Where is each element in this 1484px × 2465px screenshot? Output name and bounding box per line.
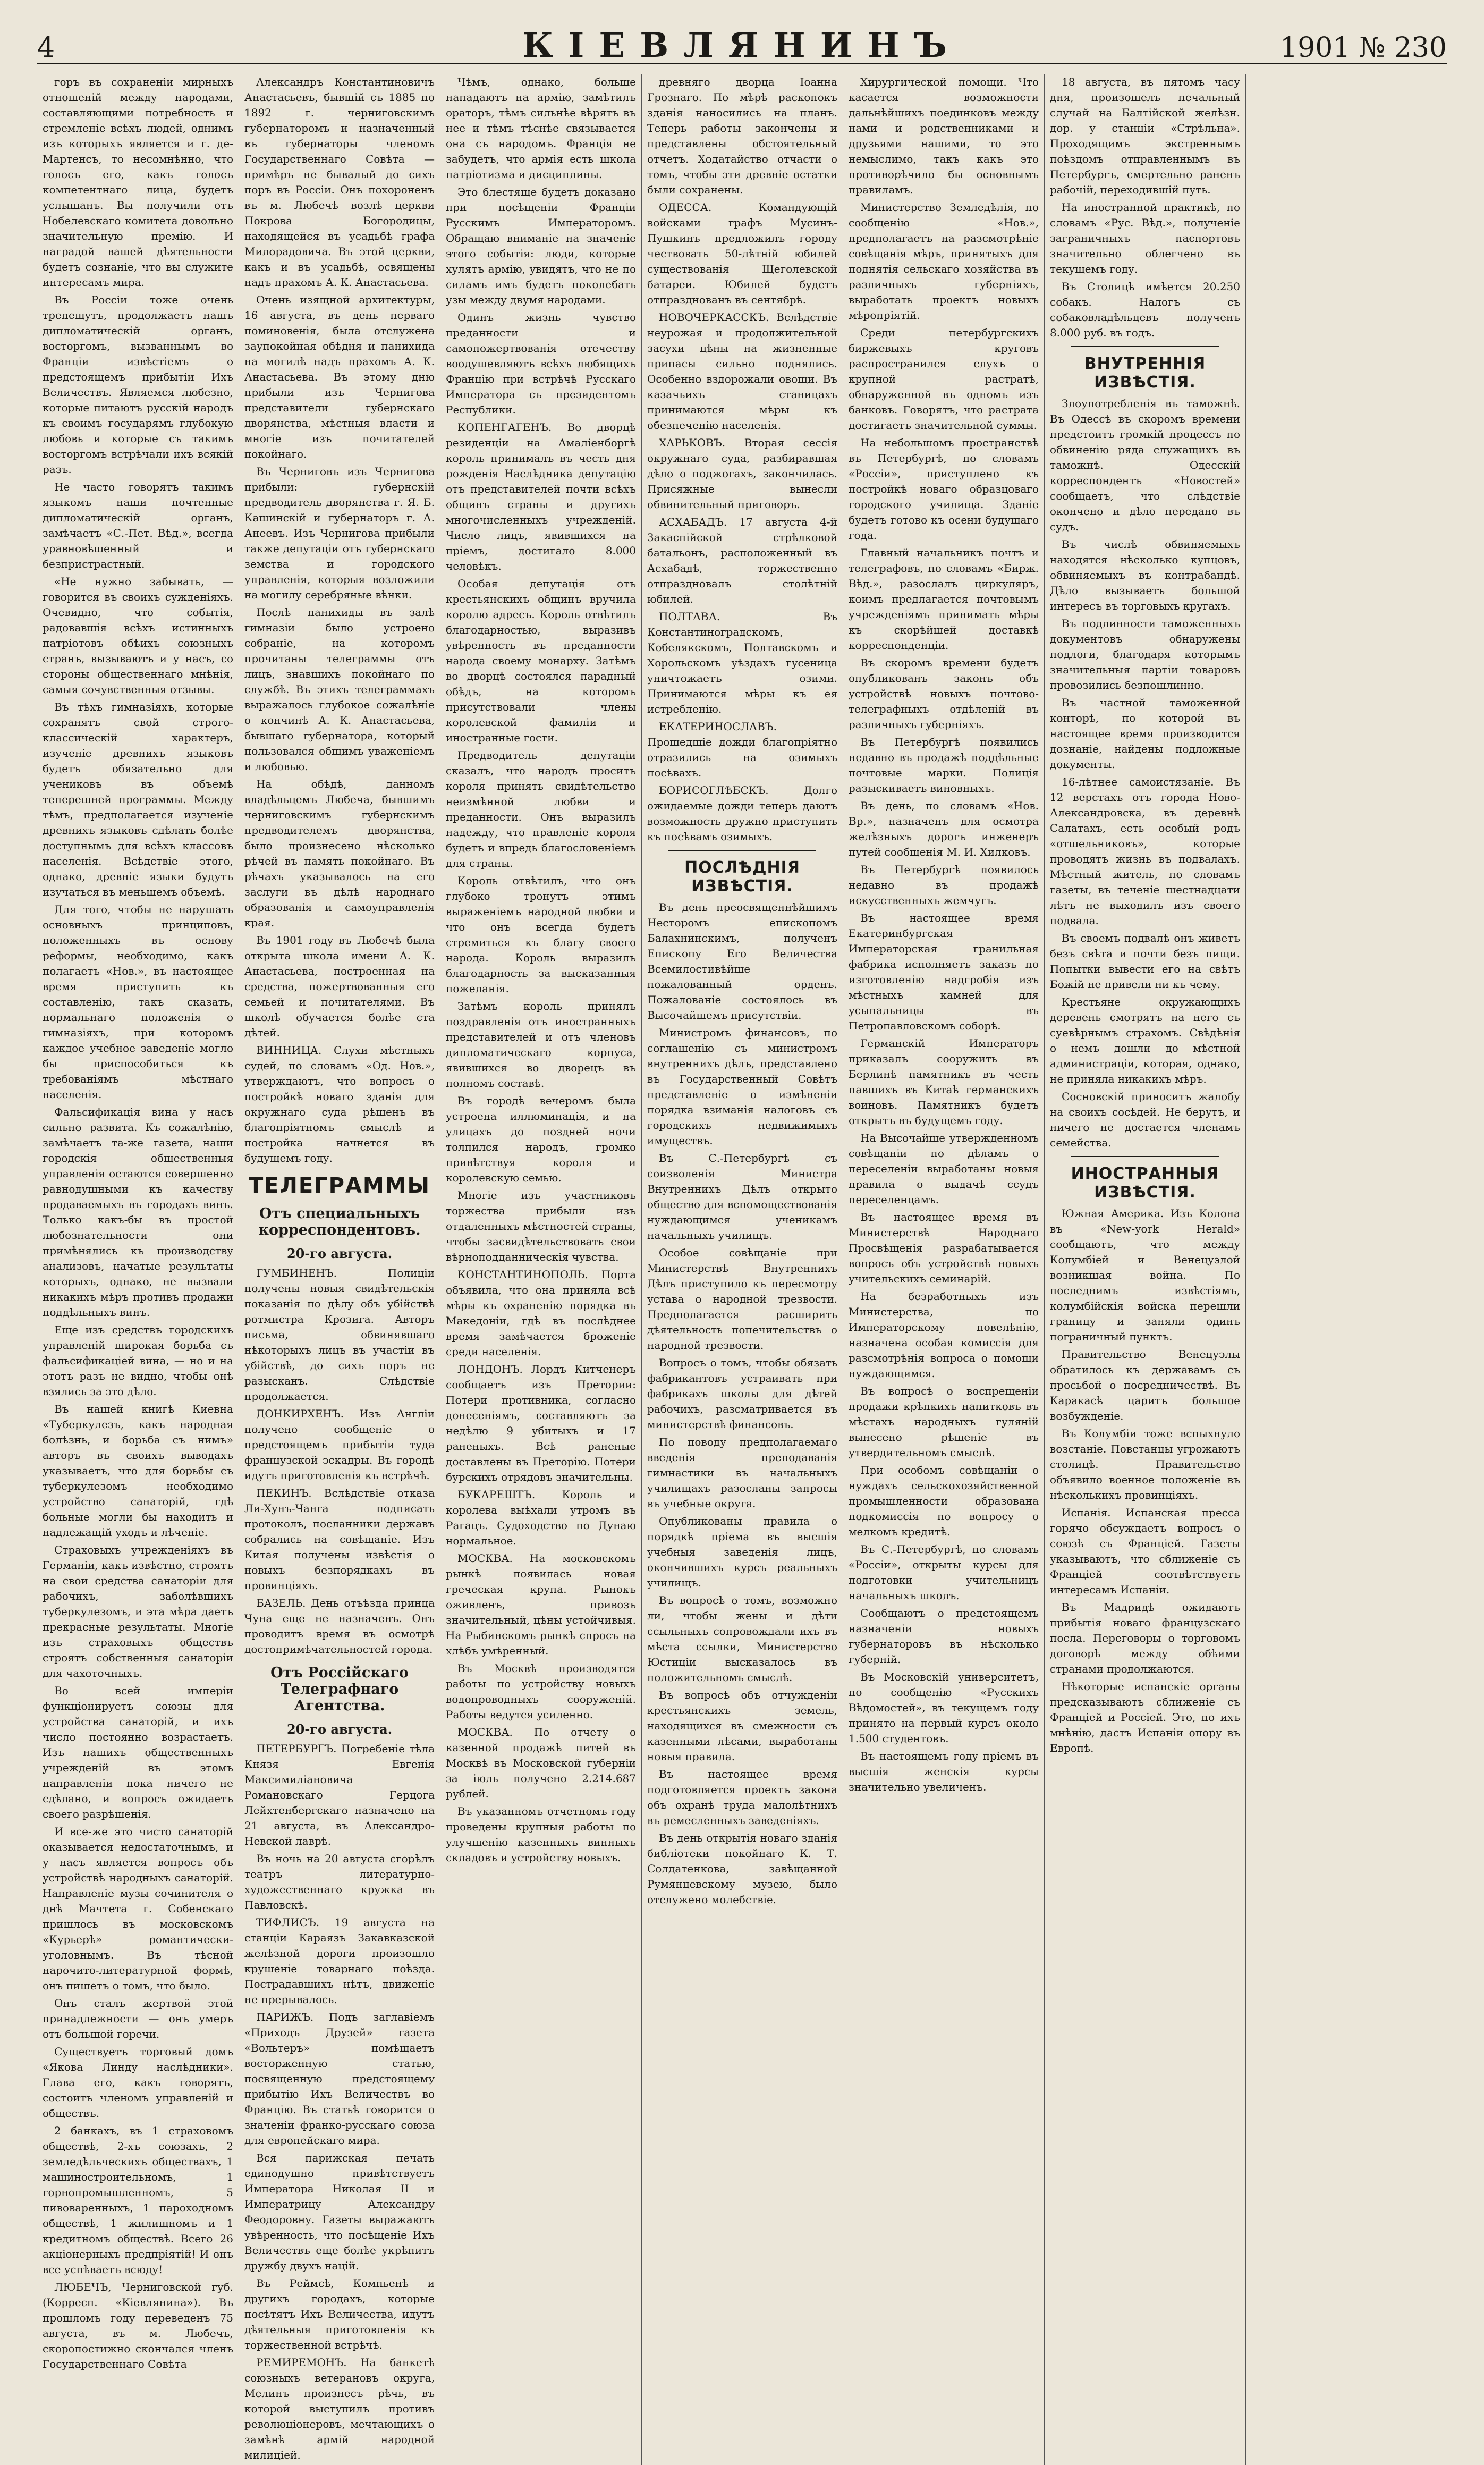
article-paragraph: Вопросъ о томъ, чтобы обязать фабрикантовъ устраивать при фабрикахъ школы для дѣтей рабочихъ, разсматривается въ министерствѣ финансовъ. [647, 1356, 837, 1431]
article-paragraph: Во всей имперіи функціонируетъ союзы для устройства санаторій, и ихъ число постоянно возрастаетъ. Изъ нашихъ общественныхъ учрежденій въ этомъ направленіи пока ничего не сдѣлано, и вопросъ ожидаетъ своего разрѣшенія. [43, 1684, 233, 1820]
article-paragraph: Въ нашей книгѣ Киевна «Туберкулезъ, какъ народная болѣзнь, и борьба съ нимъ» авторъ въ своихъ выводахъ указываетъ, что для борьбы съ туберкулезомъ необходимо устройство санаторій, гдѣ больные могли бы находить и надлежащій уходъ и лѣченіе. [43, 1403, 233, 1539]
article-paragraph: Многіе изъ участниковъ торжества прибыли изъ отдаленныхъ мѣстностей страны, чтобы засвидѣтельствовать свои вѣрноподданническія чувства. [446, 1189, 636, 1263]
article-paragraph: Въ Россіи тоже очень трепещутъ, продолжаетъ нашъ дипломатическій органъ, восторгомъ, вызваннымъ во Франціи извѣстіемъ о предстоящемъ прибытіи Ихъ Величествъ. Являемся любезно, которые питаютъ русскій народъ къ своимъ государямъ глубокую любовь и которые съ такимъ восторгомъ встрѣчали ихъ всякій разъ. [43, 293, 233, 476]
article-paragraph: КОНСТАНТИНОПОЛЬ. Порта объявила, что она приняла всѣ мѣры къ охраненію порядка въ Македоніи, гдѣ въ послѣднее время замѣчается броженіе среди населенія. [446, 1268, 636, 1358]
article-paragraph: Въ 1901 году въ Любечѣ была открыта школа имени А. К. Анастасьева, построенная на средства, пожертвованныя его семьей и почитателями. Въ школѣ обучается болѣе ста дѣтей. [244, 934, 435, 1039]
article-paragraph: Въ С.-Петербургѣ съ соизволенія Министра Внутреннихъ Дѣлъ открыто общество для вспомоществованія нуждающимся ученикамъ начальныхъ училищъ. [647, 1152, 837, 1242]
article-paragraph: ЛЮБЕЧЪ, Черниговской губ. (Корресп. «Кіевлянина»). Въ прошломъ году переведенъ 75 августа, въ м. Любечъ, скоропостижно скончался членъ Государственнаго Совѣта [43, 2281, 233, 2370]
article-paragraph: ОДЕССА. Командующій войсками графъ Мусинъ-Пушкинъ предложилъ городу чествовать 50-лѣтній юбилей существованія Щеголевской батареи. Юбилей будетъ отпразднованъ въ сентябрѣ. [647, 201, 837, 306]
article-paragraph: ТИФЛИСЪ. 19 августа на станціи Караязъ Закавказской желѣзной дороги произошло крушеніе товарнаго поѣзда. Пострадавшихъ нѣтъ, движеніе не прерывалось. [244, 1916, 435, 2006]
article-paragraph: БУКАРЕШТЪ. Король и королева выѣхали утромъ въ Рагацъ. Судоходство по Дунаю нормальное. [446, 1488, 636, 1547]
article-paragraph: ЕКАТЕРИНОСЛАВЪ. Прошедшіе дожди благопріятно отразились на озимыхъ посѣвахъ. [647, 720, 837, 779]
article-paragraph: 16-лѣтнее самоистязаніе. Въ 12 верстахъ отъ города Ново-Александровска, въ деревнѣ Салатахъ, есть особый родъ «отшельниковъ», которые проводятъ жизнь въ подвалахъ. Мѣстный житель, по словамъ газеты, въ теченіе шестнадцати лѣтъ не выходилъ изъ своего подвала. [1050, 775, 1240, 927]
article-paragraph: И все-же это чисто санаторій оказывается недостаточнымъ, и у насъ является вопросъ объ устройствѣ народныхъ санаторій. Направленіе музы сочинителя о днѣ Мачтета г. Собенскаго пришлось въ московскомъ «Курьерѣ» романтически-уголовнымъ. Въ тѣсной нарочито-литературной формѣ, онъ пишетъ о томъ, что было. [43, 1825, 233, 1992]
article-paragraph: МОСКВА. По отчету о казенной продажѣ питей въ Москвѣ въ Московской губерніи за іюль получено 2.214.687 рублей. [446, 1726, 636, 1800]
article-paragraph: Крестьяне окружающихъ деревень смотрятъ на него съ суевѣрнымъ страхомъ. Свѣдѣнія о немъ дошли до мѣстной администраціи, которая, однако, не приняла никакихъ мѣръ. [1050, 995, 1240, 1085]
article-paragraph: Сообщаютъ о предстоящемъ назначеніи новыхъ губернаторовъ въ нѣсколько губерній. [849, 1607, 1039, 1666]
article-paragraph: Въ настоящее время Екатеринбургская Императорская гранильная фабрика исполняетъ заказъ по изготовленію надгробія изъ мѣстныхъ камней для усыпальницы въ Петропавловскомъ соборѣ. [849, 911, 1039, 1032]
article-paragraph: Въ Колумбіи тоже вспыхнуло возстаніе. Повстанцы угрожаютъ столицѣ. Правительство объявило военное положеніе въ нѣсколькихъ провинціяхъ. [1050, 1427, 1240, 1501]
article-paragraph: Страховыхъ учрежденіяхъ въ Германіи, какъ извѣстно, строятъ на свои средства санаторіи для рабочихъ, заболѣвшихъ туберкулезомъ, и эта мѣра даетъ прекрасные результаты. Многіе изъ страховыхъ обществъ строятъ собственныя санаторіи для чахоточныхъ. [43, 1543, 233, 1679]
article-paragraph: Затѣмъ король принялъ поздравленія отъ иностранныхъ представителей и отъ членовъ дипломатическаго корпуса, явившихся во дворецъ въ полномъ составѣ. [446, 1000, 636, 1090]
article-paragraph: Сосновскій приноситъ жалобу на своихъ сосѣдей. Не берутъ, и ничего не достается членамъ семейства. [1050, 1090, 1240, 1149]
article-paragraph: Злоупотребленія въ таможнѣ. Въ Одессѣ въ скоромъ времени предстоитъ громкій процессъ по обвиненію ряда служащихъ въ таможнѣ. Одесскій корреспондентъ «Новостей» сообщаетъ, что слѣдствіе окончено и дѣло передано въ судъ. [1050, 397, 1240, 533]
article-paragraph: Для того, чтобы не нарушать основныхъ принциповъ, положенныхъ въ основу реформы, необходимо, какъ полагаетъ «Нов.», въ настоящее время приступить къ составленію, такъ сказать, нормальнаго положенія о гимназіяхъ, при которомъ каждое учебное заведеніе могло бы приспособиться къ требованіямъ мѣстнаго населенія. [43, 903, 233, 1101]
article-paragraph: 2 банкахъ, въ 1 страховомъ обществѣ, 2-хъ союзахъ, 2 земледѣльческихъ обществахъ, 1 машиностроительномъ, 1 горнопромышленномъ, 5 пивоваренныхъ, 1 пароходномъ обществѣ, 1 жилищномъ и 1 кредитномъ обществѣ. Всего 26 акціонерныхъ предпріятій! И онъ все успѣваетъ всюду! [43, 2124, 233, 2276]
article-paragraph: ПЕКИНЪ. Вслѣдствіе отказа Ли-Хунъ-Чанга подписать протоколъ, посланники державъ собрались на совѣщаніе. Изъ Китая получены извѣстія о новыхъ безпорядкахъ въ провинціяхъ. [244, 1487, 435, 1592]
section-divider [1071, 346, 1219, 347]
article-paragraph: Въ тѣхъ гимназіяхъ, которые сохранятъ свой строго-классическій характеръ, изученіе древнихъ языковъ будетъ обязательно для учениковъ въ объемѣ теперешней программы. Между тѣмъ, предполагается изученіе древнихъ языковъ сдѣлать болѣе доступнымъ для всѣхъ классовъ населенія. Всѣдствіе этого, однако, древніе языки будутъ изучаться въ меньшемъ объемѣ. [43, 700, 233, 898]
section-divider [1071, 1156, 1219, 1157]
article-paragraph: Въ настоящее время подготовляется проектъ закона объ охранѣ труда малолѣтнихъ въ ремесленныхъ заведеніяхъ. [647, 1768, 837, 1827]
article-paragraph: Въ своемъ подвалѣ онъ живетъ безъ свѣта и почти безъ пищи. Попытки вывести его на свѣтъ Божій не привели ни къ чему. [1050, 932, 1240, 991]
column-1 [37, 74, 239, 2465]
article-paragraph: Въ Мадридѣ ожидаютъ прибытія новаго французскаго посла. Переговоры о торговомъ договорѣ между обѣими странами продолжаются. [1050, 1601, 1240, 1675]
article-paragraph: РЕМИРЕМОНЪ. На банкетѣ союзныхъ ветерановъ округа, Мелинъ произнесъ рѣчь, въ которой выступилъ противъ революціонеровъ, мечтающихъ о замѣнѣ армій народной милиціей. [244, 2356, 435, 2461]
article-paragraph: ПОЛТАВА. Въ Константиноградскомъ, Кобелякскомъ, Полтавскомъ и Хорольскомъ уѣздахъ гусеница уничтожаетъ озими. Принимаются мѣры къ ея истребленію. [647, 610, 837, 715]
article-paragraph: Въ скоромъ времени будетъ опубликованъ законъ объ устройствѣ новыхъ почтово-телеграфныхъ отдѣленій въ различныхъ губерніяхъ. [849, 656, 1039, 731]
article-paragraph: Испанія. Испанская пресса горячо обсуждаетъ вопросъ о союзѣ съ Франціей. Газеты указываютъ, что сближеніе съ Франціей соотвѣтствуетъ интересамъ Испаніи. [1050, 1506, 1240, 1596]
article-paragraph: Опубликованы правила о порядкѣ пріема въ высшія учебныя заведенія лицъ, окончившихъ курсъ реальныхъ училищъ. [647, 1515, 837, 1589]
article-paragraph: Въ Черниговъ изъ Чернигова прибыли: губернскій предводитель дворянства г. Я. Б. Кашинскій и губернаторъ г. А. Анеевъ. Изъ Чернигова прибыли также депутаціи отъ губернскаго земства и городского управленія, которыя возложили на могилу серебряные вѣнки. [244, 465, 435, 601]
article-paragraph: КОПЕНГАГЕНЪ. Во дворцѣ резиденціи на Амаліенборгѣ король принималъ въ честь дня рожденія Наслѣдника депутацію отъ представителей почти всѣхъ общинъ страны и другихъ многочисленныхъ учрежденій. Число лицъ, явившихся на пріемъ, достигало 8.000 человѣкъ. [446, 421, 636, 572]
section-heading: Отъ Россійскаго Телеграфнаго Агентства. [270, 1665, 409, 1714]
issue-number: 1901 № 230 [1280, 32, 1447, 64]
article-paragraph: Онъ сталъ жертвой этой принадлежности — онъ умеръ отъ большой горечи. [43, 1997, 233, 2040]
article-paragraph: горъ въ сохраненіи мирныхъ отношеній между народами, составляющими потребность и стремленіе всѣхъ людей, однимъ изъ которыхъ является и г. де-Мартенсъ, то несомнѣнно, что голосъ его, какъ голосъ компетентнаго лица, будетъ услышанъ. Вы получили отъ Нобелевскаго комитета довольно значительную премію. И наградой вашей дѣятельности будетъ сознаніе, что вы служите интересамъ мира. [43, 75, 233, 289]
article-paragraph: Въ вопросѣ о воспрещеніи продажи крѣпкихъ напитковъ въ мѣстахъ народныхъ гуляній вынесено рѣшеніе въ утвердительномъ смыслѣ. [849, 1385, 1039, 1459]
article-paragraph: Въ частной таможенной конторѣ, по которой въ настоящее время производится дознаніе, найдены подложные документы. [1050, 696, 1240, 771]
newspaper-title: КІЕВЛЯНИНЪ [522, 26, 962, 65]
article-paragraph: Въ Московскій университетъ, по сообщенію «Русскихъ Вѣдомостей», въ текущемъ году принято на первый курсъ около 1.500 студентовъ. [849, 1670, 1039, 1745]
article-paragraph: Въ Реймсѣ, Компьенѣ и другихъ городахъ, которые посѣтятъ Ихъ Величества, идутъ дѣятельныя приготовленія къ торжественной встрѣчѣ. [244, 2277, 435, 2351]
article-paragraph: Въ Столицѣ имѣется 20.250 собакъ. Налогъ съ собаковладѣльцевъ полученъ 8.000 руб. въ годъ. [1050, 280, 1240, 339]
article-paragraph: Въ городѣ вечеромъ была устроена иллюминація, и на улицахъ до поздней ночи толпился народъ, громко привѣтствуя короля и королевскую семью. [446, 1094, 636, 1184]
masthead-rule [37, 63, 1447, 64]
section-heading: ТЕЛЕГРАММЫ [249, 1174, 430, 1198]
article-paragraph: НОВОЧЕРКАССКЪ. Вслѣдствіе неурожая и продолжительной засухи цѣны на жизненные припасы сильно поднялись. Особенно вздорожали овощи. Въ казачьихъ станицахъ принимаются мѣры къ обезпеченію населенія. [647, 311, 837, 432]
article-paragraph: Особая депутація отъ крестьянскихъ общинъ вручила королю адресъ. Король отвѣтилъ благодарностью, выразивъ увѣренность въ преданности народа своему монарху. Затѣмъ во дворцѣ состоялся парадный обѣдъ, на которомъ присутствовали члены королевской фамиліи и иностранные гости. [446, 577, 636, 744]
article-paragraph: Германскій Императоръ приказалъ сооружить въ Берлинѣ памятникъ въ честь павшихъ въ Китаѣ германскихъ воиновъ. Памятникъ будетъ открытъ въ будущемъ году. [849, 1037, 1039, 1127]
article-paragraph: Фальсификація вина у насъ сильно развита. Къ сожалѣнію, замѣчаетъ та-же газета, наши городскія общественныя управленія остаются совершенно равнодушными къ качеству продаваемыхъ въ городахъ винъ. Только какъ-бы въ простой любознательности они примѣнялись къ производству анализовъ, начатые результаты которыхъ, однако, не вызвали никакихъ мѣръ противъ продажи поддѣльныхъ винъ. [43, 1105, 233, 1319]
article-paragraph: Въ настоящемъ году пріемъ въ высшія женскія курсы значительно увеличенъ. [849, 1750, 1039, 1793]
article-paragraph: древняго дворца Іоанна Грознаго. По мѣрѣ раскопокъ зданія наносились на планъ. Теперь работы закончены и представлены обстоятельный отчетъ. Ходатайство отчасти о томъ, чтобы эти древніе остатки были сохранены. [647, 75, 837, 196]
article-paragraph: Въ подлинности таможенныхъ документовъ обнаружены подлоги, благодаря которымъ значительныя партіи товаровъ провозились безпошлинно. [1050, 617, 1240, 691]
article-paragraph: Чѣмъ, однако, больше нападаютъ на армію, замѣтилъ ораторъ, тѣмъ сильнѣе вѣрятъ въ нее и тѣмъ тѣснѣе связывается она съ народомъ. Франція не забудетъ, что армія есть школа патріотизма и дисциплины. [446, 75, 636, 181]
article-paragraph: Въ вопросѣ о томъ, возможно ли, чтобы жены и дѣти ссыльныхъ сопровождали ихъ въ мѣста ссылки, Министерство Юстиціи высказалось въ положительномъ смыслѣ. [647, 1594, 837, 1684]
article-paragraph: Въ Петербургѣ появились недавно въ продажѣ поддѣльные почтовые марки. Полиція разыскиваетъ виновныхъ. [849, 736, 1039, 795]
article-paragraph: Александръ Константиновичъ Анастасьевъ, бывшій съ 1885 по 1892 г. черниговскимъ губернаторомъ и назначенный въ губернаторы членомъ Государственнаго Совѣта — примѣръ не бывалый до сихъ поръ въ Россіи. Онъ похороненъ въ м. Любечѣ возлѣ церкви Покрова Богородицы, находящейся въ усадьбѣ графа Милорадовича. Въ этой церкви, какъ и въ усадьбѣ, освящены надъ прахомъ А. К. Анастасьева. [244, 75, 435, 289]
article-paragraph: Южная Америка. Изъ Колона въ «New-york Herald» сообщаютъ, что между Колумбіей и Венецуэлой возникшая война. По последнимъ извѣстіямъ, колумбійскія войска перешли границу и заняли одинъ пограничный пунктъ. [1050, 1207, 1240, 1343]
section-heading: Отъ специальныхъ корреспондентовъ. [258, 1205, 421, 1238]
article-paragraph: Министромъ финансовъ, по соглашенію съ министромъ внутреннихъ дѣлъ, представлено въ Государственный Совѣтъ представленіе о измѣненіи порядка взиманія налоговъ съ городскихъ недвижимыхъ имуществъ. [647, 1026, 837, 1147]
article-paragraph: Въ вопросѣ объ отчужденіи крестьянскихъ земель, находящихся въ смежности съ казенными лѣсами, выработаны новыя правила. [647, 1689, 837, 1763]
article-paragraph: ПАРИЖЪ. Подъ заглавіемъ «Приходъ Друзей» газета «Вольтеръ» помѣщаетъ восторженную статью, посвященную предстоящему прибытію Ихъ Величествъ во Францію. Въ статьѣ говорится о значеніи франко-русскаго союза для европейскаго мира. [244, 2011, 435, 2147]
article-paragraph: Въ ночь на 20 августа сгорѣлъ театръ литературно-художественнаго кружка въ Павловскѣ. [244, 1852, 435, 1911]
article-paragraph: Одинъ жизнь чувство преданности и самопожертвованія отечеству воодушевляютъ всѣхъ любящихъ Францію при встрѣчѣ Русскаго Императора съ президентомъ Республики. [446, 311, 636, 416]
section-heading: 20-го августа. [286, 1721, 393, 1737]
article-paragraph: Хирургической помощи. Что касается возможности дальнѣйшихъ поединковъ между нами и родственниками и друзьями нашими, то это немыслимо, такъ какъ это противорѣчило бы основнымъ правиламъ. [849, 75, 1039, 196]
article-paragraph: Вся парижская печать единодушно привѣтствуетъ Императора Николая II и Императрицу Александру Феодоровну. Газеты выражаютъ увѣренность, что посѣщеніе Ихъ Величествъ еще болѣе укрѣпитъ дружбу двухъ націй. [244, 2151, 435, 2272]
article-paragraph: При особомъ совѣщаніи о нуждахъ сельскохозяйственной промышленности образована подкомиссія по вопросу о мелкомъ кредитѣ. [849, 1464, 1039, 1538]
article-paragraph: Въ день преосвященнѣйшимъ Несторомъ епископомъ Балахнинскимъ, полученъ Епископу Его Величества Всемилостивѣйше пожалованный орденъ. Пожалованіе состоялось въ Высочайшемъ присутствіи. [647, 901, 837, 1022]
section-heading: ВНУТРЕННІЯ ИЗВѢСТІЯ. [1084, 354, 1206, 392]
section-divider [668, 850, 816, 851]
article-paragraph: ВИННИЦА. Слухи мѣстныхъ судей, по словамъ «Од. Нов.», утверждаютъ, что вопросъ о постройкѣ новаго зданія для окружнаго суда рѣшенъ въ благопріятномъ смыслѣ и постройка начнется въ будущемъ году. [244, 1044, 435, 1164]
article-paragraph: МОСКВА. На московскомъ рынкѣ появилась новая греческая крупа. Рынокъ оживленъ, привозъ значительный, цѣны устойчивыя. На Рыбинскомъ рынкѣ спросъ на хлѣбъ умѣренный. [446, 1552, 636, 1657]
article-paragraph: Предводитель депутаціи сказалъ, что народъ проситъ короля принять свидѣтельство неизмѣнной любви и преданности. Онъ выразилъ надежду, что правленіе короля будетъ и впредь благословеніемъ для страны. [446, 749, 636, 869]
article-paragraph: ХАРЬКОВЪ. Вторая сессія окружнаго суда, разбиравшая дѣло о поджогахъ, закончилась. Присяжные вынесли обвинительный приговоръ. [647, 436, 837, 511]
article-paragraph: Послѣ панихиды въ залѣ гимназіи было устроено собраніе, на которомъ прочитаны телеграммы отъ лицъ, знавшихъ покойнаго по службѣ. Въ этихъ телеграммахъ выражалось глубокое сожалѣніе о кончинѣ А. К. Анастасьева, бывшаго губернатора, который пользовался общимъ уваженіемъ и любовью. [244, 606, 435, 773]
article-paragraph: Нѣкоторые испанскіе органы предсказываютъ сближеніе съ Франціей и Россіей. Это, по ихъ мнѣнію, дастъ Испаніи опору въ Европѣ. [1050, 1680, 1240, 1754]
column-5 [843, 74, 1044, 2465]
article-paragraph: Не часто говорятъ такимъ языкомъ наши почтенные дипломатическій органъ, замѣчаетъ «С.-Пет. Вѣд.», всегда уравновѣшенный и безпристрастный. [43, 480, 233, 570]
article-paragraph: Въ день открытія новаго зданія библіотеки покойнаго К. Т. Солдатенкова, завѣщанной Румянцевскому музею, было отслужено молебствіе. [647, 1831, 837, 1906]
article-paragraph: На безработныхъ изъ Министерства, по Императорскому повелѣнію, назначена особая комиссія для разсмотрѣнія вопроса о помощи нуждающимся. [849, 1290, 1039, 1380]
article-paragraph: Правительство Венецуэлы обратилось къ державамъ съ просьбой о посредничествѣ. Въ Каракасѣ царитъ большое возбужденіе. [1050, 1348, 1240, 1422]
masthead [37, 21, 1447, 80]
article-paragraph: ПЕТЕРБУРГЪ. Погребеніе тѣла Князя Евгенія Максимиліановича Романовскаго Герцога Лейхтенбергскаго назначено на 21 августа, въ Александро-Невской лаврѣ. [244, 1742, 435, 1847]
section-heading: 20-го августа. [286, 1246, 393, 1261]
article-paragraph: Особое совѣщаніе при Министерствѣ Внутреннихъ Дѣлъ приступило къ пересмотру устава о народной трезвости. Предполагается расширить дѣятельность попечительствъ о народной трезвости. [647, 1246, 837, 1352]
article-paragraph: Въ С.-Петербургѣ, по словамъ «Россіи», открыты курсы для подготовки учительницъ начальныхъ школъ. [849, 1543, 1039, 1602]
article-paragraph: «Не нужно забывать, — говорится въ своихъ сужденіяхъ. Очевидно, что событія, радовавшія всѣхъ истинныхъ патріотовъ обѣихъ союзныхъ странъ, вызываютъ и у насъ, со стороны общественнаго мнѣнія, самыя сочувственныя отзывы. [43, 575, 233, 696]
article-paragraph: Король отвѣтилъ, что онъ глубоко тронутъ этимъ выраженіемъ народной любви и что онъ всегда будетъ стремиться къ благу своего народа. Король выразилъ благодарность за высказанныя пожеланія. [446, 874, 636, 995]
article-paragraph: Въ Петербургѣ появилось недавно въ продажѣ искусственныхъ жемчугъ. [849, 863, 1039, 907]
article-paragraph: ГУМБИНЕНЪ. Полиціи получены новыя свидѣтельскія показанія по дѣлу объ убійствѣ ротмистра Крозига. Авторъ письма, обвинявшаго нѣкоторыхъ лицъ въ участіи въ убійствѣ, до сихъ поръ не разысканъ. Слѣдствіе продолжается. [244, 1267, 435, 1403]
article-paragraph: Это блестяще будетъ доказано при посѣщеніи Франціи Русскимъ Императоромъ. Обращаю вниманіе на значеніе этого событія: люди, которые хулятъ армію, увидятъ, что не по силамъ имъ будетъ поколебать узы между двумя народами. [446, 185, 636, 306]
article-paragraph: АСХАБАДЪ. 17 августа 4-й Закаспійской стрѣлковой батальонъ, расположенный въ Асхабадѣ, торжественно отпраздновалъ столѣтній юбилей. [647, 516, 837, 605]
column-4 [641, 74, 843, 2465]
columns [37, 74, 1447, 2461]
article-paragraph: Въ числѣ обвиняемыхъ находятся нѣсколько купцовъ, обвиняемыхъ въ контрабандѣ. Дѣло вызываетъ большой интересъ въ торговыхъ кругахъ. [1050, 538, 1240, 612]
page-number: 4 [37, 32, 55, 64]
article-paragraph: Среди петербургскихъ биржевыхъ круговъ распространился слухъ о крупной растратѣ, обнаруженной въ одномъ изъ банковъ. Говорятъ, что растрата достигаетъ значительной суммы. [849, 326, 1039, 432]
column-3 [440, 74, 641, 2465]
section-heading: ИНОСТРАННЫЯ ИЗВѢСТІЯ. [1071, 1164, 1219, 1202]
column-6 [1044, 74, 1245, 2465]
article-paragraph: На иностранной практикѣ, по словамъ «Рус. Вѣд.», полученіе заграничныхъ паспортовъ значительно облегчено въ текущемъ году. [1050, 201, 1240, 275]
article-paragraph: Въ настоящее время въ Министерствѣ Народнаго Просвѣщенія разрабатывается вопросъ объ устройствѣ новыхъ учительскихъ семинарій. [849, 1211, 1039, 1285]
article-paragraph: БАЗЕЛЬ. День отъѣзда принца Чуна еще не назначенъ. Онъ проводитъ время въ осмотрѣ достопримѣчательностей города. [244, 1597, 435, 1656]
article-paragraph: Еще изъ средствъ городскихъ управленій широкая борьба съ фальсификаціей вина, — но и на этотъ разъ не видно, чтобы онѣ взялись за это дѣло. [43, 1323, 233, 1398]
article-paragraph: Очень изящной архитектуры, 16 августа, въ день перваго поминовенія, была отслужена заупокойная обѣдня и панихида на могилѣ надъ прахомъ А. К. Анастасьева. Въ этому дню прибыли изъ Чернигова представители губернскаго дворянства, мѣстныя власти и многіе изъ почитателей покойнаго. [244, 293, 435, 460]
column-2 [239, 74, 440, 2465]
article-paragraph: Въ Москвѣ производятся работы по устройству новыхъ водопроводныхъ сооруженій. Работы ведутся усиленно. [446, 1662, 636, 1721]
section-heading: ПОСЛѢДНІЯ ИЗВѢСТІЯ. [684, 858, 800, 896]
article-paragraph: ДОНКИРХЕНЪ. Изъ Англіи получено сообщеніе о предстоящемъ прибытіи туда французской эскадры. Въ городѣ идутъ приготовленія къ встрѣчѣ. [244, 1407, 435, 1482]
article-paragraph: БОРИСОГЛѢБСКЪ. Долго ожидаемые дожди теперь даютъ возможность дружно приступить къ посѣвамъ озимыхъ. [647, 784, 837, 843]
article-paragraph: ЛОНДОНЪ. Лордъ Китченеръ сообщаетъ изъ Претории: Потери противника, согласно донесеніямъ, составляютъ за недѣлю 9 убитыхъ и 17 раненыхъ. Всѣ раненые доставлены въ Преторію. Потери бурскихъ отрядовъ значительны. [446, 1363, 636, 1483]
column-7 [1245, 74, 1447, 2465]
article-paragraph: 18 августа, въ пятомъ часу дня, произошелъ печальный случай на Балтійской желѣзн. дор. у станціи «Стрѣльна». Проходящимъ экстреннымъ поѣздомъ отправленнымъ въ Петербургъ, смертельно раненъ рабочій, переходившій путь. [1050, 75, 1240, 196]
article-paragraph: На небольшомъ пространствѣ въ Петербургѣ, по словамъ «Россіи», приступлено къ постройкѣ новаго образцоваго городского училища. Зданіе будетъ готово къ осени будущаго года. [849, 436, 1039, 542]
article-paragraph: Въ день, по словамъ «Нов. Вр.», назначенъ для осмотра желѣзныхъ дорогъ инженеръ путей сообщенія М. И. Хилковъ. [849, 799, 1039, 858]
article-paragraph: Существуетъ торговый домъ «Якова Линду наслѣдники». Глава его, какъ говорятъ, состоитъ членомъ управленій и обществъ. [43, 2045, 233, 2120]
article-paragraph: На Высочайше утвержденномъ совѣщаніи по дѣламъ о переселеніи выработаны новыя правила о выдачѣ ссудъ переселенцамъ. [849, 1132, 1039, 1206]
article-paragraph: Въ указанномъ отчетномъ году проведены крупныя работы по улучшенію казенныхъ винныхъ складовъ и устройству новыхъ. [446, 1805, 636, 1864]
article-paragraph: Министерство Земледѣлія, по сообщенію «Нов.», предполагаетъ на разсмотрѣніе совѣщанія мѣръ, принятыхъ для поднятія сельскаго хозяйства въ различныхъ губерніяхъ, выработать проектъ новыхъ мѣропріятій. [849, 201, 1039, 322]
article-paragraph: На обѣдѣ, данномъ владѣльцемъ Любеча, бывшимъ черниговскимъ губернскимъ предводителемъ дворянства, было произнесено нѣсколько рѣчей въ память покойнаго. Въ рѣчахъ указывалось на его заслуги въ дѣлѣ народнаго образованія и самоуправленія края. [244, 778, 435, 929]
article-paragraph: По поводу предполагаемаго введенія преподаванія гимнастики въ начальныхъ училищахъ разосланы запросы въ учебные округа. [647, 1436, 837, 1510]
article-paragraph: Главный начальникъ почтъ и телеграфовъ, по словамъ «Бирж. Вѣд.», разослалъ циркуляръ, коимъ предлагается почтовымъ учрежденіямъ принимать мѣры къ скорѣйшей доставкѣ корреспонденціи. [849, 546, 1039, 652]
